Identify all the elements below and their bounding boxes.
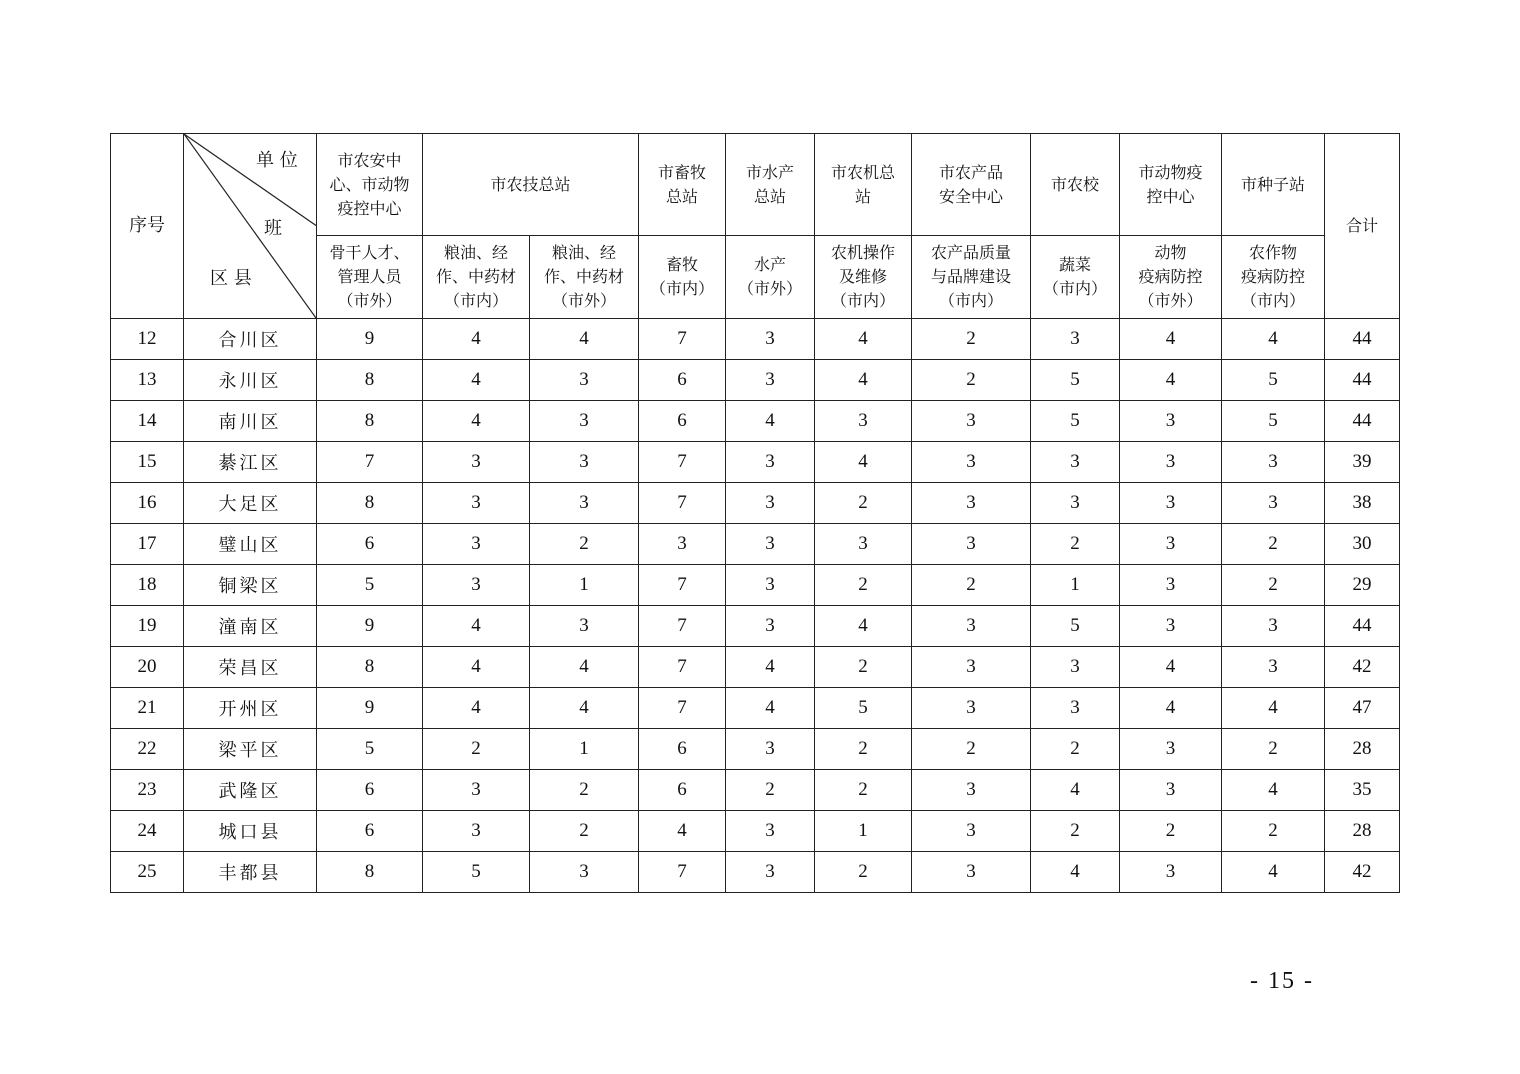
- value-cell: 2: [530, 770, 639, 811]
- value-cell: 3: [726, 442, 815, 483]
- class-header: 骨干人才、 管理人员 （市外）: [317, 236, 423, 319]
- value-cell: 5: [1222, 360, 1325, 401]
- value-cell: 3: [912, 524, 1031, 565]
- value-cell: 7: [639, 647, 726, 688]
- value-cell: 3: [1120, 483, 1222, 524]
- table-row: [111, 524, 1400, 565]
- value-cell: 3: [912, 606, 1031, 647]
- district-cell: 荣昌区: [184, 647, 317, 688]
- value-cell: 3: [1120, 524, 1222, 565]
- value-cell: 6: [639, 770, 726, 811]
- value-cell: 5: [1031, 401, 1120, 442]
- value-cell: 3: [726, 852, 815, 893]
- page-number: - 15 -: [1250, 968, 1314, 994]
- class-header: 动物 疫病防控 （市外）: [1120, 236, 1222, 319]
- value-cell: 5: [1031, 606, 1120, 647]
- value-cell: 3: [1120, 442, 1222, 483]
- allocation-table: [110, 133, 1400, 893]
- value-cell: 5: [1222, 401, 1325, 442]
- value-cell: 2: [1031, 729, 1120, 770]
- value-cell: 4: [1222, 688, 1325, 729]
- class-header: 畜牧 （市内）: [639, 236, 726, 319]
- seq-cell: 19: [111, 606, 184, 647]
- value-cell: 2: [1222, 565, 1325, 606]
- total-cell: 42: [1325, 647, 1400, 688]
- value-cell: 2: [912, 729, 1031, 770]
- seq-cell: 22: [111, 729, 184, 770]
- table-row: [111, 729, 1400, 770]
- value-cell: 3: [912, 688, 1031, 729]
- value-cell: 5: [423, 852, 530, 893]
- value-cell: 4: [1031, 852, 1120, 893]
- table-row: [111, 852, 1400, 893]
- class-header: 水产 （市外）: [726, 236, 815, 319]
- value-cell: 4: [726, 401, 815, 442]
- value-cell: 3: [530, 401, 639, 442]
- table-row: [111, 360, 1400, 401]
- value-cell: 3: [423, 524, 530, 565]
- value-cell: 8: [317, 401, 423, 442]
- total-cell: 47: [1325, 688, 1400, 729]
- value-cell: 3: [423, 483, 530, 524]
- value-cell: 4: [423, 688, 530, 729]
- value-cell: 4: [1222, 852, 1325, 893]
- value-cell: 3: [912, 852, 1031, 893]
- district-cell: 永川区: [184, 360, 317, 401]
- value-cell: 3: [912, 483, 1031, 524]
- value-cell: 4: [815, 360, 912, 401]
- value-cell: 3: [726, 524, 815, 565]
- value-cell: 8: [317, 360, 423, 401]
- value-cell: 9: [317, 319, 423, 360]
- value-cell: 4: [726, 688, 815, 729]
- value-cell: 3: [912, 442, 1031, 483]
- district-cell: 潼南区: [184, 606, 317, 647]
- value-cell: 1: [815, 811, 912, 852]
- value-cell: 2: [423, 729, 530, 770]
- district-cell: 大足区: [184, 483, 317, 524]
- seq-cell: 13: [111, 360, 184, 401]
- value-cell: 3: [912, 811, 1031, 852]
- diagonal-header-cell: [184, 134, 317, 319]
- value-cell: 2: [1222, 729, 1325, 770]
- total-cell: 44: [1325, 360, 1400, 401]
- value-cell: 2: [530, 524, 639, 565]
- class-header: 粮油、经 作、中药材 （市外）: [530, 236, 639, 319]
- seq-header: 序号: [111, 134, 184, 319]
- value-cell: 2: [1222, 524, 1325, 565]
- value-cell: 1: [1031, 565, 1120, 606]
- table-row: [111, 401, 1400, 442]
- table-row: [111, 688, 1400, 729]
- value-cell: 1: [530, 565, 639, 606]
- total-cell: 44: [1325, 606, 1400, 647]
- value-cell: 3: [815, 401, 912, 442]
- value-cell: 3: [530, 852, 639, 893]
- table-row: [111, 606, 1400, 647]
- value-cell: 3: [726, 811, 815, 852]
- district-cell: 武隆区: [184, 770, 317, 811]
- total-cell: 29: [1325, 565, 1400, 606]
- value-cell: 9: [317, 688, 423, 729]
- value-cell: 6: [317, 811, 423, 852]
- value-cell: 4: [815, 442, 912, 483]
- value-cell: 2: [912, 360, 1031, 401]
- value-cell: 7: [639, 442, 726, 483]
- value-cell: 2: [1031, 524, 1120, 565]
- value-cell: 7: [317, 442, 423, 483]
- value-cell: 2: [815, 483, 912, 524]
- value-cell: 2: [815, 647, 912, 688]
- value-cell: 3: [530, 483, 639, 524]
- seq-cell: 12: [111, 319, 184, 360]
- seq-cell: 18: [111, 565, 184, 606]
- value-cell: 5: [1031, 360, 1120, 401]
- value-cell: 4: [423, 319, 530, 360]
- value-cell: 3: [726, 606, 815, 647]
- class-header: 蔬菜 （市内）: [1031, 236, 1120, 319]
- value-cell: 3: [726, 729, 815, 770]
- table-row: [111, 319, 1400, 360]
- unit-header: 市农安中 心、市动物 疫控中心: [317, 134, 423, 236]
- value-cell: 4: [639, 811, 726, 852]
- value-cell: 3: [423, 811, 530, 852]
- value-cell: 4: [423, 647, 530, 688]
- value-cell: 2: [815, 852, 912, 893]
- value-cell: 3: [726, 360, 815, 401]
- total-cell: 44: [1325, 401, 1400, 442]
- diag-district-label: 区 县: [210, 268, 252, 289]
- value-cell: 3: [1120, 770, 1222, 811]
- value-cell: 4: [423, 360, 530, 401]
- value-cell: 2: [1222, 811, 1325, 852]
- value-cell: 2: [1031, 811, 1120, 852]
- district-cell: 铜梁区: [184, 565, 317, 606]
- value-cell: 4: [530, 688, 639, 729]
- district-cell: 綦江区: [184, 442, 317, 483]
- total-cell: 38: [1325, 483, 1400, 524]
- district-cell: 合川区: [184, 319, 317, 360]
- value-cell: 4: [726, 647, 815, 688]
- seq-cell: 15: [111, 442, 184, 483]
- district-cell: 城口县: [184, 811, 317, 852]
- value-cell: 3: [1031, 688, 1120, 729]
- value-cell: 3: [1222, 606, 1325, 647]
- header-unit-row: [111, 134, 1400, 236]
- value-cell: 4: [1031, 770, 1120, 811]
- value-cell: 2: [912, 565, 1031, 606]
- value-cell: 3: [1120, 401, 1222, 442]
- value-cell: 3: [1222, 483, 1325, 524]
- value-cell: 3: [423, 770, 530, 811]
- district-cell: 丰都县: [184, 852, 317, 893]
- value-cell: 3: [1031, 319, 1120, 360]
- value-cell: 4: [1222, 770, 1325, 811]
- unit-header: 市畜牧 总站: [639, 134, 726, 236]
- value-cell: 4: [1120, 319, 1222, 360]
- value-cell: 3: [726, 483, 815, 524]
- value-cell: 7: [639, 483, 726, 524]
- value-cell: 2: [1120, 811, 1222, 852]
- seq-cell: 16: [111, 483, 184, 524]
- table-row: [111, 565, 1400, 606]
- seq-cell: 23: [111, 770, 184, 811]
- value-cell: 7: [639, 565, 726, 606]
- seq-cell: 20: [111, 647, 184, 688]
- table-row: [111, 647, 1400, 688]
- value-cell: 3: [912, 401, 1031, 442]
- total-cell: 30: [1325, 524, 1400, 565]
- class-header: 农机操作 及维修 （市内）: [815, 236, 912, 319]
- value-cell: 4: [815, 606, 912, 647]
- unit-header: 市农机总 站: [815, 134, 912, 236]
- value-cell: 3: [1031, 483, 1120, 524]
- class-header: 粮油、经 作、中药材 （市内）: [423, 236, 530, 319]
- value-cell: 3: [530, 442, 639, 483]
- value-cell: 7: [639, 852, 726, 893]
- value-cell: 3: [1222, 442, 1325, 483]
- table-row: [111, 811, 1400, 852]
- seq-cell: 25: [111, 852, 184, 893]
- value-cell: 1: [530, 729, 639, 770]
- value-cell: 7: [639, 319, 726, 360]
- value-cell: 2: [815, 565, 912, 606]
- table-row: [111, 442, 1400, 483]
- value-cell: 3: [1222, 647, 1325, 688]
- value-cell: 3: [1031, 647, 1120, 688]
- value-cell: 6: [639, 401, 726, 442]
- value-cell: 3: [726, 319, 815, 360]
- total-cell: 35: [1325, 770, 1400, 811]
- value-cell: 3: [530, 606, 639, 647]
- value-cell: 3: [423, 565, 530, 606]
- unit-header: 市农产品 安全中心: [912, 134, 1031, 236]
- value-cell: 2: [912, 319, 1031, 360]
- value-cell: 4: [1120, 688, 1222, 729]
- seq-cell: 21: [111, 688, 184, 729]
- value-cell: 4: [423, 401, 530, 442]
- district-cell: 开州区: [184, 688, 317, 729]
- value-cell: 3: [1031, 442, 1120, 483]
- total-cell: 44: [1325, 319, 1400, 360]
- value-cell: 3: [912, 647, 1031, 688]
- unit-header: 市农技总站: [423, 134, 639, 236]
- value-cell: 6: [317, 770, 423, 811]
- total-cell: 39: [1325, 442, 1400, 483]
- value-cell: 2: [530, 811, 639, 852]
- value-cell: 4: [1120, 647, 1222, 688]
- value-cell: 2: [815, 770, 912, 811]
- unit-header: 市动物疫 控中心: [1120, 134, 1222, 236]
- unit-header: 市水产 总站: [726, 134, 815, 236]
- diag-class-label: 班: [264, 218, 282, 239]
- value-cell: 3: [1120, 606, 1222, 647]
- value-cell: 3: [423, 442, 530, 483]
- value-cell: 3: [530, 360, 639, 401]
- value-cell: 6: [639, 729, 726, 770]
- value-cell: 7: [639, 606, 726, 647]
- value-cell: 7: [639, 688, 726, 729]
- total-cell: 28: [1325, 729, 1400, 770]
- value-cell: 5: [317, 565, 423, 606]
- value-cell: 3: [639, 524, 726, 565]
- value-cell: 6: [639, 360, 726, 401]
- seq-cell: 17: [111, 524, 184, 565]
- value-cell: 4: [530, 647, 639, 688]
- value-cell: 4: [1222, 319, 1325, 360]
- total-header: 合计: [1325, 134, 1400, 319]
- total-cell: 28: [1325, 811, 1400, 852]
- value-cell: 5: [815, 688, 912, 729]
- unit-header: 市农校: [1031, 134, 1120, 236]
- value-cell: 6: [317, 524, 423, 565]
- value-cell: 5: [317, 729, 423, 770]
- value-cell: 3: [815, 524, 912, 565]
- value-cell: 4: [530, 319, 639, 360]
- seq-cell: 24: [111, 811, 184, 852]
- district-cell: 南川区: [184, 401, 317, 442]
- value-cell: 4: [423, 606, 530, 647]
- value-cell: 4: [1120, 360, 1222, 401]
- total-cell: 42: [1325, 852, 1400, 893]
- value-cell: 8: [317, 852, 423, 893]
- seq-cell: 14: [111, 401, 184, 442]
- district-cell: 梁平区: [184, 729, 317, 770]
- value-cell: 2: [815, 729, 912, 770]
- value-cell: 3: [1120, 729, 1222, 770]
- table-row: [111, 770, 1400, 811]
- unit-header: 市种子站: [1222, 134, 1325, 236]
- class-header: 农作物 疫病防控 （市内）: [1222, 236, 1325, 319]
- value-cell: 3: [912, 770, 1031, 811]
- value-cell: 8: [317, 647, 423, 688]
- diag-unit-label: 单 位: [256, 150, 298, 171]
- value-cell: 3: [1120, 852, 1222, 893]
- table-row: [111, 483, 1400, 524]
- value-cell: 2: [726, 770, 815, 811]
- value-cell: 3: [1120, 565, 1222, 606]
- value-cell: 8: [317, 483, 423, 524]
- value-cell: 4: [815, 319, 912, 360]
- value-cell: 9: [317, 606, 423, 647]
- class-header: 农产品质量 与品牌建设 （市内）: [912, 236, 1031, 319]
- district-cell: 璧山区: [184, 524, 317, 565]
- value-cell: 3: [726, 565, 815, 606]
